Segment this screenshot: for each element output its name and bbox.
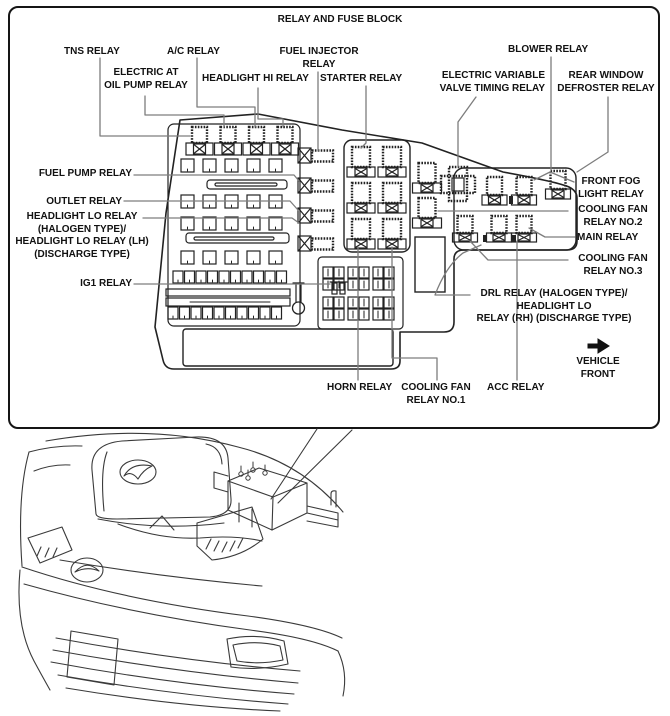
label-front-fog-light-relay: FRONT FOG LIGHT RELAY bbox=[578, 176, 644, 200]
label-horn-relay: HORN RELAY bbox=[327, 382, 393, 393]
label-fuel-pump-relay: FUEL PUMP RELAY bbox=[38, 168, 132, 179]
label-drl-relay: DRL RELAY (HALOGEN TYPE)/ HEADLIGHT LO RELAY (RH) (DISCHARGE TYPE) bbox=[476, 288, 632, 324]
label-starter-relay: STARTER RELAY bbox=[320, 73, 403, 84]
label-rear-window-defroster-relay: REAR WINDOW DEFROSTER RELAY bbox=[557, 70, 655, 94]
label-cooling-fan-relay-3: COOLING FAN RELAY NO.3 bbox=[578, 253, 648, 277]
label-cooling-fan-relay-2: COOLING FAN RELAY NO.2 bbox=[578, 204, 648, 228]
label-vehicle-front: VEHICLE FRONT bbox=[576, 356, 620, 380]
label-headlight-hi-relay: HEADLIGHT HI RELAY bbox=[202, 73, 309, 84]
label-electric-vvt-relay: ELECTRIC VARIABLE VALVE TIMING RELAY bbox=[439, 70, 545, 94]
label-ac-relay: A/C RELAY bbox=[167, 46, 220, 57]
label-headlight-lo-relay: HEADLIGHT LO RELAY (HALOGEN TYPE)/ HEADLIGHT LO RELAY (LH) (DISCHARGE TYPE) bbox=[15, 211, 149, 260]
label-fuel-injector-relay: FUEL INJECTOR RELAY bbox=[279, 46, 359, 70]
label-cooling-fan-relay-1: COOLING FAN RELAY NO.1 bbox=[401, 382, 471, 406]
label-electric-at-oil-pump-relay: ELECTRIC AT OIL PUMP RELAY bbox=[104, 67, 188, 91]
label-outlet-relay: OUTLET RELAY bbox=[46, 196, 122, 207]
fuse-block-drawing bbox=[155, 114, 577, 369]
car-illustration bbox=[19, 429, 352, 711]
label-main-relay: MAIN RELAY bbox=[577, 232, 639, 243]
label-tns-relay: TNS RELAY bbox=[64, 46, 120, 57]
label-blower-relay: BLOWER RELAY bbox=[508, 44, 589, 55]
label-acc-relay: ACC RELAY bbox=[487, 382, 545, 393]
page-title: RELAY AND FUSE BLOCK bbox=[277, 14, 403, 25]
vehicle-front-arrow-icon bbox=[588, 339, 609, 353]
label-ig1-relay: IG1 RELAY bbox=[80, 278, 132, 289]
